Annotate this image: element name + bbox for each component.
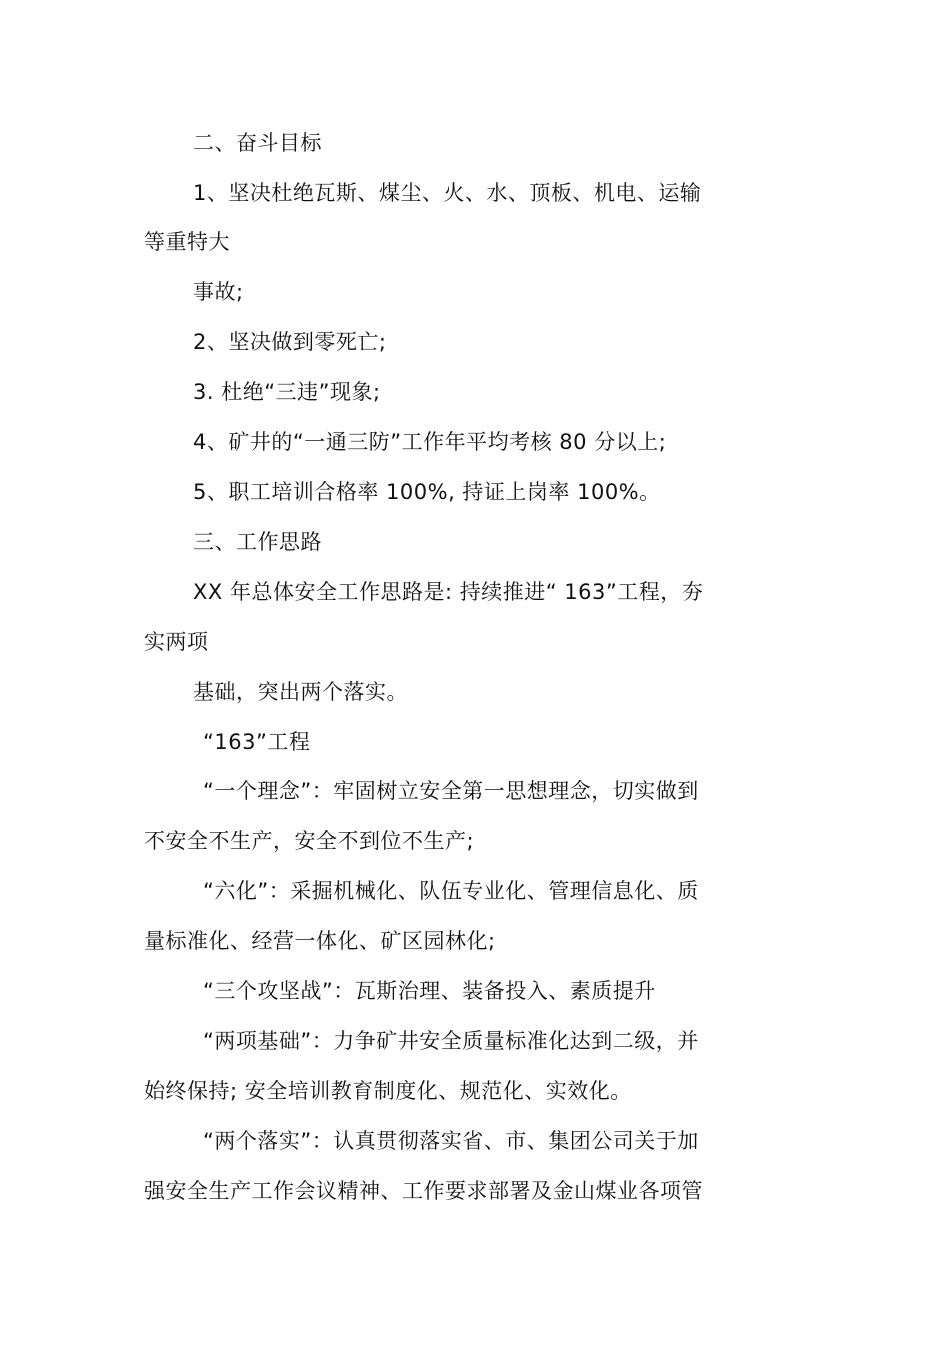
ideas-paragraph-cont-2: 基础，突出两个落实。 [193, 680, 408, 704]
goal-item-1: 1、坚决杜绝瓦斯、煤尘、火、水、顶板、机电、运输 [193, 181, 702, 205]
section-heading-ideas: 三、工作思路 [193, 530, 322, 554]
item-two-implementations: “两个落实”：认真贯彻落实省、市、集团公司关于加 [203, 1129, 699, 1153]
item-two-implementations-cont: 强安全生产工作会议精神、工作要求部署及金山煤业各项管 [144, 1179, 703, 1203]
item-one-concept: “一个理念”：牢固树立安全第一思想理念，切实做到 [203, 779, 699, 803]
goal-item-1-continuation-2: 事故; [193, 280, 244, 304]
goal-item-5: 5、职工培训合格率 100%, 持证上岗率 100%。 [193, 480, 661, 504]
goal-item-2: 2、坚决做到零死亡; [193, 330, 387, 354]
item-two-foundations-cont: 始终保持; 安全培训教育制度化、规范化、实效化。 [144, 1079, 632, 1103]
subheading-163-project: “163”工程 [203, 730, 311, 754]
item-three-battles: “三个攻坚战”：瓦斯治理、装备投入、素质提升 [203, 979, 656, 1003]
goal-item-3: 3. 杜绝“三违”现象; [193, 380, 381, 404]
item-one-concept-cont: 不安全不生产，安全不到位不生产; [144, 829, 475, 853]
item-six-modernizations: “六化”：采掘机械化、队伍专业化、管理信息化、质 [203, 879, 699, 903]
section-heading-goals: 二、奋斗目标 [193, 131, 322, 155]
ideas-paragraph-cont: 实两项 [144, 630, 209, 654]
item-two-foundations: “两项基础”：力争矿井安全质量标准化达到二级，并 [203, 1029, 699, 1053]
goal-item-1-continuation: 等重特大 [144, 230, 230, 254]
goal-item-4: 4、矿井的“一通三防”工作年平均考核 80 分以上; [193, 430, 667, 454]
ideas-paragraph: XX 年总体安全工作思路是: 持续推进“ 163”工程，夯 [193, 580, 704, 604]
item-six-modernizations-cont: 量标准化、经营一体化、矿区园林化; [144, 929, 496, 953]
